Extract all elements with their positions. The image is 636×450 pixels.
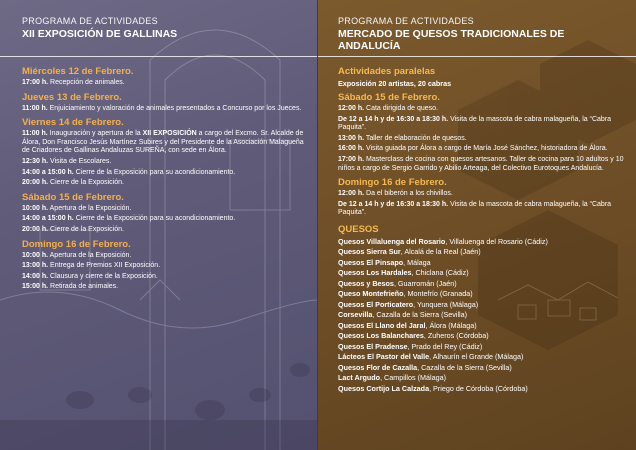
cheese-place: , Villaluenga del Rosario (Cádiz) <box>445 236 548 246</box>
day-domingo <box>338 177 626 218</box>
cheese-section-title: QUESOS <box>338 223 379 235</box>
cheese-item <box>338 331 626 342</box>
cheese-item <box>338 352 626 363</box>
left-schedule <box>22 66 308 296</box>
cheese-name: Quesos El Llano del Jaral <box>338 320 426 330</box>
cheese-item <box>338 310 626 321</box>
event-text: Apertura de la Exposición. <box>49 204 132 212</box>
day-title: Domingo 16 de Febrero. <box>338 177 447 189</box>
event-time: De 12 a 14 h y de 16:30 a 18:30 h. <box>338 200 449 208</box>
event-item <box>22 283 308 292</box>
event-time: 11:00 h. <box>22 104 48 112</box>
cheese-place: , Zuheros (Córdoba) <box>423 331 489 341</box>
event-text: Recepción de animales. <box>50 79 125 86</box>
day-sabado <box>338 92 626 173</box>
cheese-place: , Cazalla de la Sierra (Sevilla) <box>417 362 512 372</box>
cheese-list <box>338 237 626 395</box>
event-time: 12:00 h. <box>338 190 365 198</box>
cheese-item <box>338 373 626 384</box>
cheese-name: Corsevilla <box>338 310 373 320</box>
event-text: Cierre de la Exposición para su acondicionamiento. <box>75 168 236 176</box>
event-bold-text: XII EXPOSICIÓN <box>142 130 197 138</box>
right-panel-quesos <box>318 0 636 450</box>
day-domingo <box>22 239 308 292</box>
event-item <box>22 169 308 178</box>
event-time: 20:00 h. <box>22 225 49 233</box>
day-title: Sábado 15 de Febrero. <box>22 191 124 203</box>
event-text: Visita de la mascota de cabra malagueña, la “Cabra Paquita”. <box>338 115 612 132</box>
event-text: Enjuiciamiento y valoración de animales presentados a Concurso por los Jueces. <box>49 104 302 112</box>
cheese-place: , Alhaurín el Grande (Málaga) <box>429 352 524 362</box>
event-text: Visita de la mascota de cabra malagueña, la “Cabra Paquita”. <box>338 200 612 217</box>
event-time: 13:00 h. <box>22 262 49 270</box>
day-title: Jueves 13 de Febrero. <box>22 91 122 103</box>
right-title: MERCADO DE QUESOS TRADICIONALES DE ANDALUCÍA <box>338 28 565 52</box>
left-header <box>22 16 308 40</box>
cheese-place: , Campillos (Málaga) <box>380 373 446 383</box>
cheese-item <box>338 279 626 290</box>
event-item <box>22 79 308 88</box>
event-text: Taller de elaboración de quesos. <box>365 134 467 142</box>
cheese-place: , Málaga <box>403 257 431 267</box>
event-time: 20:00 h. <box>22 179 49 187</box>
event-item <box>338 135 626 144</box>
event-item <box>22 130 308 156</box>
event-text: Apertura de la Exposición. <box>49 251 132 259</box>
event-item <box>22 273 308 282</box>
cheese-place: , Álora (Málaga) <box>425 320 477 330</box>
event-time: 14:00 a 15:00 h. <box>22 168 74 176</box>
left-kicker: PROGRAMA DE ACTIVIDADES <box>22 16 158 26</box>
cheese-item <box>338 237 626 248</box>
day-miercoles <box>22 66 308 88</box>
event-time: 17:00 h. <box>22 79 49 86</box>
event-item <box>22 205 308 214</box>
parallel-activities-title: Actividades paralelas <box>338 66 436 77</box>
day-title: Miércoles 12 de Febrero. <box>22 66 134 77</box>
event-text: Cierre de la Exposición. <box>50 179 124 187</box>
cheese-item <box>338 363 626 374</box>
right-header <box>338 16 626 52</box>
cheese-place: , Yunquera (Málaga) <box>413 299 479 309</box>
cheese-name: Quesos Los Balanchares <box>338 331 424 341</box>
cheese-item <box>338 247 626 258</box>
cheese-name: Quesos El Pinsapo <box>338 257 404 267</box>
event-text: Visita guiada por Álora a cargo de María José Sánchez, historiadora de Álora. <box>366 145 608 153</box>
cheese-place: , Priego de Córdoba (Córdoba) <box>429 383 528 393</box>
event-time: 12:30 h. <box>22 157 49 165</box>
event-time: 11:00 h. <box>22 130 48 138</box>
event-item <box>22 158 308 167</box>
event-time: 14:00 h. <box>22 272 49 280</box>
event-text: Cata dirigida de queso. <box>366 105 439 112</box>
day-viernes <box>22 117 308 188</box>
parallel-activities-subtitle: Exposición 20 artistas, 20 cabras <box>338 79 452 88</box>
event-item <box>338 201 626 218</box>
event-item <box>338 116 626 133</box>
left-header-divider <box>0 56 318 57</box>
cheese-place: , Montefrío (Granada) <box>403 289 473 299</box>
event-text: Visita de Escolares. <box>50 157 112 165</box>
event-text: Da el biberón a los chivillos. <box>366 190 453 198</box>
event-item <box>22 252 308 261</box>
cheese-item <box>338 342 626 353</box>
event-item <box>338 190 626 199</box>
day-sabado <box>22 192 308 235</box>
cheese-item <box>338 289 626 300</box>
cheese-place: , Prado del Rey (Cádiz) <box>407 341 483 351</box>
event-time: 16:00 h. <box>338 145 365 153</box>
event-text: Inauguración y apertura de la <box>49 130 143 138</box>
event-time: 17:00 h. <box>338 155 365 163</box>
cheese-item <box>338 384 626 395</box>
event-time: 13:00 h. <box>338 134 365 142</box>
cheese-name: Quesos El Pradense <box>338 341 408 351</box>
cheese-place: , Alcalá de la Real (Jaén) <box>400 247 481 257</box>
event-text: a cargo del Excmo. Sr. Alcalde de Álora, Don Francisco Jesús Martínez Subires y del Presidente de la Asociación Malagueña de Criadores de Gallinas Andaluzas SUREÑA, con sede en Álora. <box>22 130 304 155</box>
right-schedule <box>338 66 626 394</box>
cheese-name: Quesos y Besos <box>338 278 394 288</box>
event-item <box>22 105 308 114</box>
right-header-divider <box>318 56 636 57</box>
cheese-item <box>338 300 626 311</box>
event-time: 15:00 h. <box>22 283 49 291</box>
cheese-item <box>338 321 626 332</box>
day-jueves <box>22 92 308 114</box>
right-kicker: PROGRAMA DE ACTIVIDADES <box>338 16 474 26</box>
cheese-name: Quesos Cortijo La Calzada <box>338 383 430 393</box>
event-text: Cierre de la Exposición. <box>50 225 124 233</box>
cheese-name: Lácteos El Pastor del Valle <box>338 352 430 362</box>
event-time: 12:00 h. <box>338 105 365 112</box>
event-item <box>22 179 308 188</box>
event-time: 10:00 h. <box>22 251 49 259</box>
event-text: Entrega de Premios XII Exposición. <box>50 262 161 270</box>
cheese-place: , Cazalla de la Sierra (Sevilla) <box>372 310 468 320</box>
day-title: Sábado 15 de Febrero. <box>338 92 440 103</box>
cheese-place: , Guarromán (Jaén) <box>393 278 457 288</box>
cheese-name: Quesos El Porticatero <box>338 299 414 309</box>
event-text: Masterclass de cocina con quesos artesanos. Taller de cocina para 10 adultos y 10 niños a cargo de Sergio Garrido y Abilio Arteaga, del Colectivo Eurotoques Andalucía. <box>338 155 624 172</box>
event-item <box>22 262 308 271</box>
event-text: Cierre de la Exposición para su acondicionamiento. <box>75 215 236 223</box>
event-item <box>338 105 626 114</box>
event-time: De 12 a 14 h y de 16:30 a 18:30 h. <box>338 115 449 123</box>
left-title: XII EXPOSICIÓN DE GALLINAS <box>22 28 178 40</box>
cheese-name: Quesos Flor de Cazalla <box>338 362 418 372</box>
cheese-name: Quesos Sierra Sur <box>338 247 401 257</box>
cheese-item <box>338 258 626 269</box>
cheese-name: Queso Montefrieño <box>338 289 404 299</box>
day-title: Domingo 16 de Febrero. <box>22 238 131 250</box>
event-text: Clausura y cierre de la Exposición. <box>50 272 158 280</box>
cheese-name: Quesos Villaluenga del Rosario <box>338 236 446 246</box>
day-title: Viernes 14 de Febrero. <box>22 117 124 129</box>
event-item <box>22 215 308 224</box>
event-item <box>22 226 308 235</box>
cheese-name: Lact Argudo <box>338 373 381 383</box>
event-time: 10:00 h. <box>22 204 49 212</box>
event-time: 14:00 a 15:00 h. <box>22 215 74 223</box>
cheese-place: , Chiclana (Cádiz) <box>411 268 469 278</box>
event-text: Retirada de animales. <box>50 283 119 291</box>
cheese-name: Quesos Los Hardales <box>338 268 412 278</box>
cheese-item <box>338 268 626 279</box>
event-item <box>338 145 626 154</box>
event-item <box>338 156 626 173</box>
